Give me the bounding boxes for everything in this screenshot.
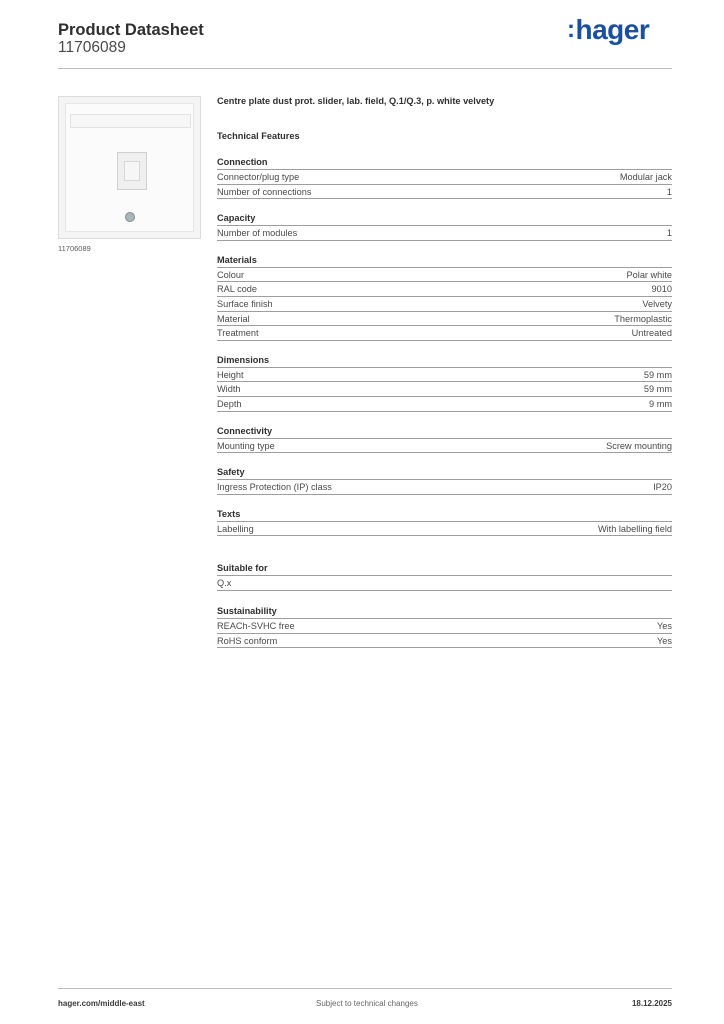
label-field-shape	[70, 114, 191, 128]
centre-plate-picture	[65, 103, 194, 232]
footer-date: 18.12.2025	[631, 999, 672, 1008]
spec-value: 1	[666, 186, 672, 197]
spec-value: Untreated	[631, 328, 672, 339]
technical-features-heading: Technical Features	[217, 131, 300, 141]
spec-label: Height	[217, 369, 244, 380]
product-id: 11706089	[58, 39, 126, 56]
section-title: Capacity	[217, 212, 672, 226]
spec-row	[217, 368, 672, 383]
logo-dots: :	[567, 16, 575, 43]
spec-value: Velvety	[642, 298, 672, 309]
section-title: Dimensions	[217, 354, 672, 368]
image-caption: 11706089	[58, 244, 91, 253]
section-title: Connection	[217, 156, 672, 170]
hager-logo	[567, 14, 649, 46]
spec-content	[217, 95, 672, 648]
spec-label: Ingress Protection (IP) class	[217, 482, 332, 493]
product-name: Centre plate dust prot. slider, lab. field, Q.1/Q.3, p. white velvety	[217, 96, 495, 106]
section-dimensions	[217, 354, 672, 412]
spec-label: Surface finish	[217, 298, 273, 309]
spec-value: With labelling field	[597, 523, 672, 534]
section-capacity	[217, 212, 672, 241]
spec-value: IP20	[653, 482, 672, 493]
section-title: Suitable for	[217, 562, 672, 576]
section-title: Texts	[217, 508, 672, 522]
section-title: Safety	[217, 466, 672, 480]
spec-row	[217, 619, 672, 634]
spec-value: Screw mounting	[606, 440, 672, 451]
logo-text: hager	[575, 14, 650, 45]
spec-label: RAL code	[217, 284, 258, 295]
indicator-shape	[125, 212, 135, 222]
spec-label: Depth	[217, 398, 242, 409]
section-connection	[217, 156, 672, 199]
spec-row	[217, 397, 672, 412]
spec-value: Modular jack	[619, 172, 672, 182]
footer-note: Subject to technical changes	[316, 999, 418, 1008]
section-title: Connectivity	[217, 425, 672, 439]
spec-row	[217, 297, 672, 312]
section-connectivity	[217, 425, 672, 454]
header-divider	[58, 68, 672, 69]
spec-label: REACh-SVHC free	[217, 620, 295, 631]
spec-row	[217, 634, 672, 649]
jack-inner-shape	[124, 161, 140, 181]
section-materials	[217, 254, 672, 341]
spec-row	[217, 576, 672, 591]
spec-value: Polar white	[626, 269, 672, 280]
footer-website-link[interactable]: hager.com/middle-east	[58, 999, 145, 1008]
spec-label: Q.x	[217, 578, 232, 589]
spec-value: Thermoplastic	[614, 313, 672, 324]
spec-label: Treatment	[217, 328, 259, 339]
section-texts	[217, 508, 672, 537]
spec-value: 59 mm	[643, 384, 672, 395]
spec-row	[217, 382, 672, 397]
spec-label: Width	[217, 384, 241, 395]
section-safety	[217, 466, 672, 495]
spec-label: Colour	[217, 269, 245, 280]
spec-row	[217, 326, 672, 341]
section-title: Materials	[217, 254, 672, 268]
spec-row	[217, 480, 672, 495]
spec-value: Yes	[657, 620, 672, 631]
page-title: Product Datasheet	[58, 21, 204, 39]
spec-row	[217, 439, 672, 454]
spec-label: Number of connections	[217, 186, 312, 197]
spec-row	[217, 268, 672, 283]
spec-value: 9 mm	[649, 398, 672, 409]
spec-value: 9010	[651, 284, 672, 295]
product-image	[58, 96, 201, 239]
spec-row	[217, 282, 672, 297]
section-suitable-for	[217, 562, 672, 591]
spec-value: Yes	[657, 635, 672, 646]
spec-row	[217, 522, 672, 537]
spec-row	[217, 170, 672, 185]
spec-label: Connector/plug type	[217, 172, 300, 182]
spec-label: Number of modules	[217, 228, 298, 239]
spec-label: RoHS conform	[217, 635, 278, 646]
spec-row	[217, 185, 672, 200]
section-sustainability	[217, 605, 672, 648]
spec-row	[217, 312, 672, 327]
spec-value: 1	[666, 228, 672, 239]
section-title: Sustainability	[217, 605, 672, 619]
spec-label: Material	[217, 313, 250, 324]
spec-label: Labelling	[217, 523, 254, 534]
spec-value: 59 mm	[643, 369, 672, 380]
spec-row	[217, 226, 672, 241]
spec-label: Mounting type	[217, 440, 275, 451]
footer-divider	[58, 988, 672, 989]
jack-opening-shape	[117, 152, 147, 190]
